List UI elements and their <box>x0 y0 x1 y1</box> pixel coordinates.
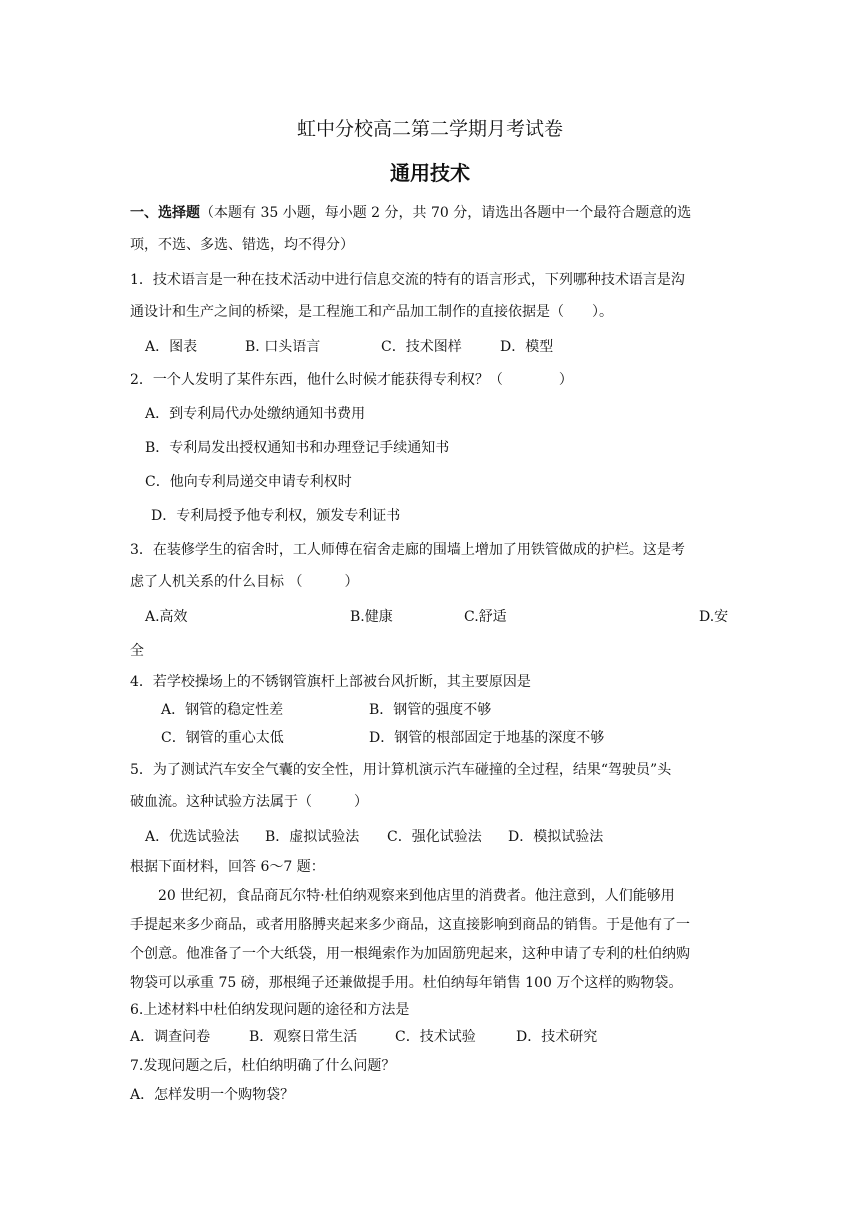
section-heading-line <box>130 203 691 223</box>
q6-option-d: D．技术研究 <box>516 1029 598 1045</box>
question-1-line-2: 通设计和生产之间的桥梁，是工程施工和产品加工制作的直接依据是（ ）。 <box>130 304 613 320</box>
question-3-line-2: 虑了人机关系的什么目标 （ ） <box>130 574 359 590</box>
q4-option-d: D．钢管的根部固定于地基的深度不够 <box>369 730 605 746</box>
q1-option-b: B. 口头语言 <box>245 339 321 355</box>
q6-option-b: B．观察日常生活 <box>249 1029 358 1045</box>
q6-option-a: A．调查问卷 <box>130 1029 211 1045</box>
q5-option-c: C．强化试验法 <box>387 829 482 845</box>
question-3-line-1: 3．在装修学生的宿舍时，工人师傅在宿舍走廊的围墙上增加了用铁管做成的护栏。这是考 <box>130 542 685 558</box>
q4-option-b: B．钢管的强度不够 <box>369 702 492 718</box>
q3-option-b: B.健康 <box>350 609 393 625</box>
section-description-cont: 项，不选、多选、错选，均不得分） <box>130 237 354 253</box>
q2-option-b: B．专利局发出授权通知书和办理登记手续通知书 <box>145 440 450 456</box>
q3-option-a: A.高效 <box>145 609 188 625</box>
q2-option-d: D．专利局授予他专利权，颁发专利证书 <box>151 508 401 524</box>
material-paragraph-line-1: 20 世纪初，食品商瓦尔特·杜伯纳观察来到他店里的消费者。他注意到，人们能够用 <box>158 888 675 904</box>
q1-option-c: C．技术图样 <box>381 339 462 355</box>
section-heading: 一、选择题 <box>130 205 200 221</box>
q3-option-d: D.安 <box>699 609 729 625</box>
q2-option-c: C．他向专利局递交申请专利权时 <box>145 474 352 490</box>
q3-option-d-wrap: 全 <box>130 643 144 659</box>
material-paragraph-line-2: 手提起来多少商品，或者用胳膊夹起来多少商品，这直接影响到商品的销售。于是他有了一 <box>130 917 690 933</box>
q1-option-d: D．模型 <box>500 339 554 355</box>
question-4-line-1: 4．若学校操场上的不锈钢管旗杆上部被台风折断，其主要原因是 <box>130 674 531 690</box>
section-description: （本题有 35 小题，每小题 2 分，共 70 分，请选出各题中一个最符合题意的选 <box>200 205 692 221</box>
question-6-line-1: 6.上述材料中杜伯纳发现问题的途径和方法是 <box>130 1002 410 1018</box>
q5-option-a: A．优选试验法 <box>145 829 240 845</box>
material-paragraph-line-3: 个创意。他准备了一个大纸袋，用一根绳索作为加固筋兜起来，这种申请了专利的杜伯纳购 <box>130 946 690 962</box>
q2-option-a: A．到专利局代办处缴纳通知书费用 <box>145 406 366 422</box>
q7-option-a: A．怎样发明一个购物袋？ <box>130 1087 295 1103</box>
q3-option-c: C.舒适 <box>464 609 507 625</box>
q4-option-a: A．钢管的稳定性差 <box>161 702 284 718</box>
q5-option-b: B．虚拟试验法 <box>265 829 360 845</box>
subject-title: 通用技术 <box>390 161 470 185</box>
q6-option-c: C．技术试验 <box>395 1029 476 1045</box>
q4-option-c: C．钢管的重心太低 <box>161 730 284 746</box>
question-5-line-2: 破血流。这种试验方法属于（ ） <box>130 794 368 810</box>
question-7-line-1: 7.发现问题之后，杜伯纳明确了什么问题？ <box>130 1058 396 1074</box>
material-intro: 根据下面材料，回答 6～7 题： <box>130 859 325 875</box>
question-1-line-1: 1．技术语言是一种在技术活动中进行信息交流的特有的语言形式，下列哪种技术语言是沟 <box>130 272 685 288</box>
exam-title: 虹中分校高二第二学期月考试卷 <box>296 118 563 140</box>
q5-option-d: D．模拟试验法 <box>508 829 604 845</box>
question-2-line-1: 2．一个人发明了某件东西，他什么时候才能获得专利权？（ ） <box>130 372 573 388</box>
question-5-line-1: 5．为了测试汽车安全气囊的安全性，用计算机演示汽车碰撞的全过程，结果“驾驶员”头 <box>130 762 672 778</box>
q1-option-a: A．图表 <box>145 339 198 355</box>
material-paragraph-line-4: 物袋可以承重 75 磅，那根绳子还兼做提手用。杜伯纳每年销售 100 万个这样的购物袋。 <box>130 975 683 991</box>
